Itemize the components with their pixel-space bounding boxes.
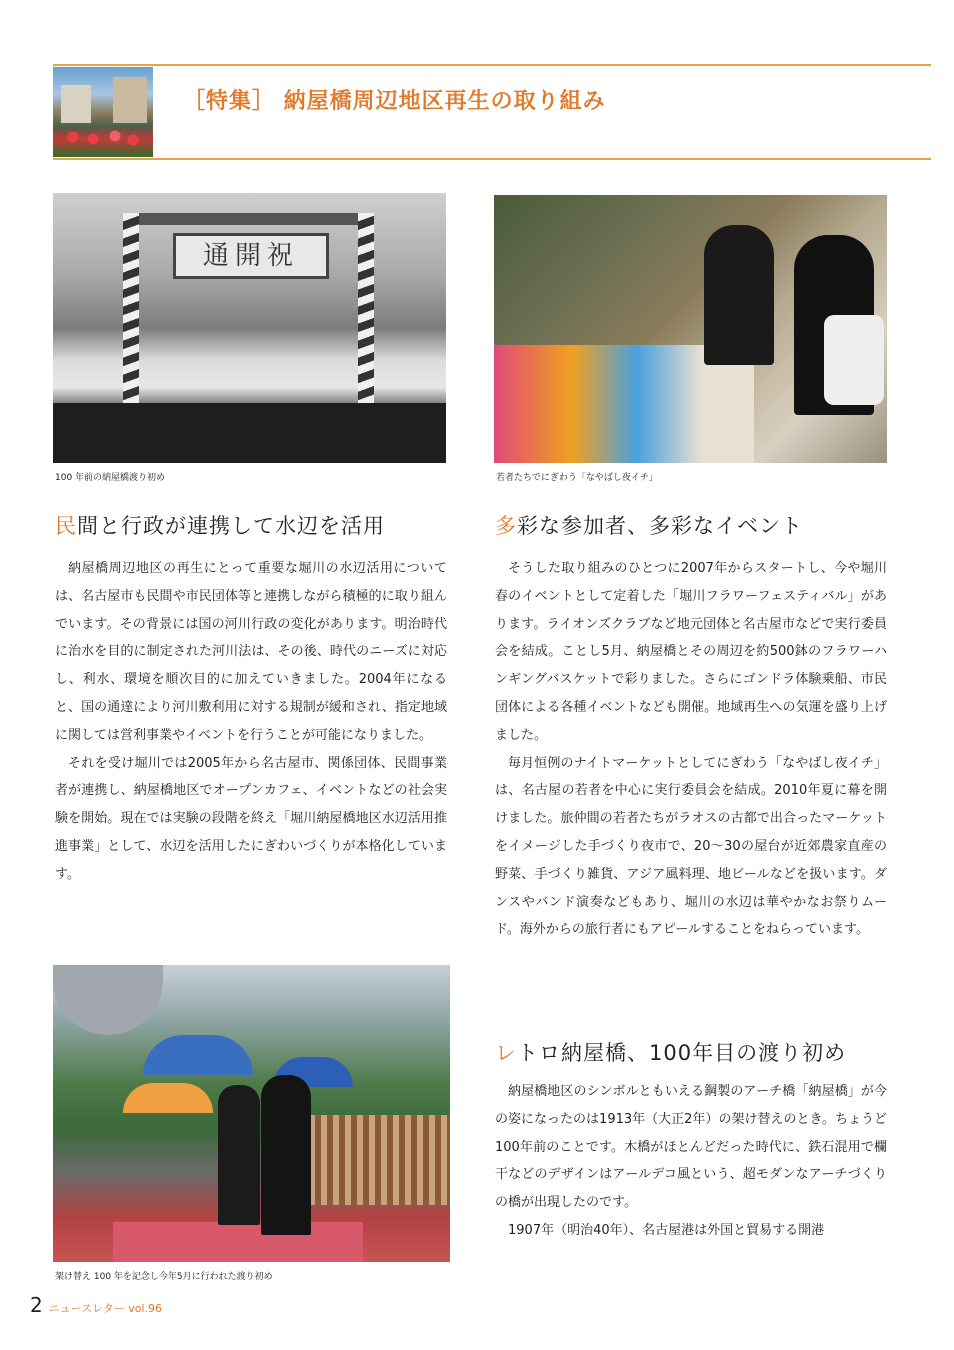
section3-body — [495, 1078, 887, 1245]
section2-body — [495, 555, 887, 944]
section2-heading-initial: 多 — [495, 514, 517, 538]
historic-bridge-opening-photo — [53, 193, 446, 463]
section1-paragraph: それを受け堀川では2005年から名古屋市、関係団体、民間事業者が連携し、納屋橋地区でオープンカフェ、イベントなどの社会実験を開始。現在では実験の段階を終え「堀川納屋橋地区水辺活用推進事業」として、水辺を活用したにぎわいづくりが本格化しています。 — [55, 755, 447, 882]
section3-heading-initial: レ — [495, 1041, 517, 1065]
section2-heading — [495, 510, 803, 540]
photo-sign-text: 通開祝 — [173, 233, 329, 279]
header-top-rule — [53, 64, 931, 66]
section3-heading — [495, 1037, 846, 1067]
photo1-caption: 100 年前の納屋橋渡り初め — [55, 473, 166, 483]
bridge-centennial-walk-photo — [53, 965, 450, 1262]
header-bottom-rule — [53, 158, 931, 160]
feature-title: ［特集］ 納屋橋周辺地区再生の取り組み — [183, 89, 606, 114]
section2-paragraph: そうした取り組みのひとつに2007年からスタートし、今や堀川春のイベントとして定着した「堀川フラワーフェスティバル」があります。ライオンズクラブなど地元団体と名古屋市などで実行委員会を結成。ことし5月、納屋橋とその周辺を約500鉢のフラワーハンギングバスケットで彩りました。さらにゴンドラ体験乗船、市民団体による各種イベントなども開催。地域再生への気運を盛り上げました。 — [495, 561, 887, 743]
photo2-caption: 若者たちでにぎわう「なやばし夜イチ」 — [496, 473, 658, 483]
section1-heading — [55, 510, 385, 540]
section3-paragraph: 納屋橋地区のシンボルともいえる鋼製のアーチ橋「納屋橋」が今の姿になったのは1913年（大正2年）の架け替えのとき。ちょうど100年前のことです。木橋がほとんどだった時代に、鉄石混用で欄干などのデザインはアールデコ風という、超モダンなアーチづくりの橋が出現したのです。 — [495, 1084, 887, 1211]
photo3-caption: 架け替え 100 年を記念し今年5月に行われた渡り初め — [55, 1272, 273, 1282]
night-market-photo — [494, 195, 887, 463]
header-thumbnail-image — [53, 67, 153, 157]
section1-heading-initial: 民 — [55, 514, 77, 538]
page-number: 2 — [30, 1293, 43, 1317]
section3-heading-text: トロ納屋橋、100年目の渡り初め — [517, 1041, 847, 1065]
section1-paragraph: 納屋橋周辺地区の再生にとって重要な堀川の水辺活用については、名古屋市も民間や市民団体等と連携しながら積極的に取り組んでいます。その背景には国の河川行政の変化があります。明治時代に治水を目的に制定された河川法は、その後、時代のニーズに対応し、利水、環境を順次目的に加えていきました。2004年になると、国の通達により河川敷利用に対する規制が緩和され、指定地域に関しては営利事業やイベントを行うことが可能になりました。 — [55, 561, 447, 743]
section1-heading-text: 間と行政が連携して水辺を活用 — [77, 514, 385, 538]
newsletter-label: ニュースレター vol.96 — [48, 1302, 163, 1315]
section2-heading-text: 彩な参加者、多彩なイベント — [517, 514, 803, 538]
section2-paragraph: 毎月恒例のナイトマーケットとしてにぎわう「なやばし夜イチ」は、名古屋の若者を中心に実行委員会を結成。2010年夏に幕を開けました。旅仲間の若者たちがラオスの古都で出合ったマーケットをイメージした手づくり夜市で、20～30の屋台が近郊農家直産の野菜、手づくり雑貨、アジア風料理、地ビールなどを扱います。ダンスやバンド演奏などもあり、堀川の水辺は華やかなお祭りムード。海外からの旅行者にもアピールすることをねらっています。 — [495, 755, 887, 938]
section3-paragraph: 1907年（明治40年）、名古屋港は外国と貿易する開港 — [508, 1222, 825, 1238]
section1-body — [55, 555, 447, 889]
page-footer — [30, 1293, 162, 1317]
